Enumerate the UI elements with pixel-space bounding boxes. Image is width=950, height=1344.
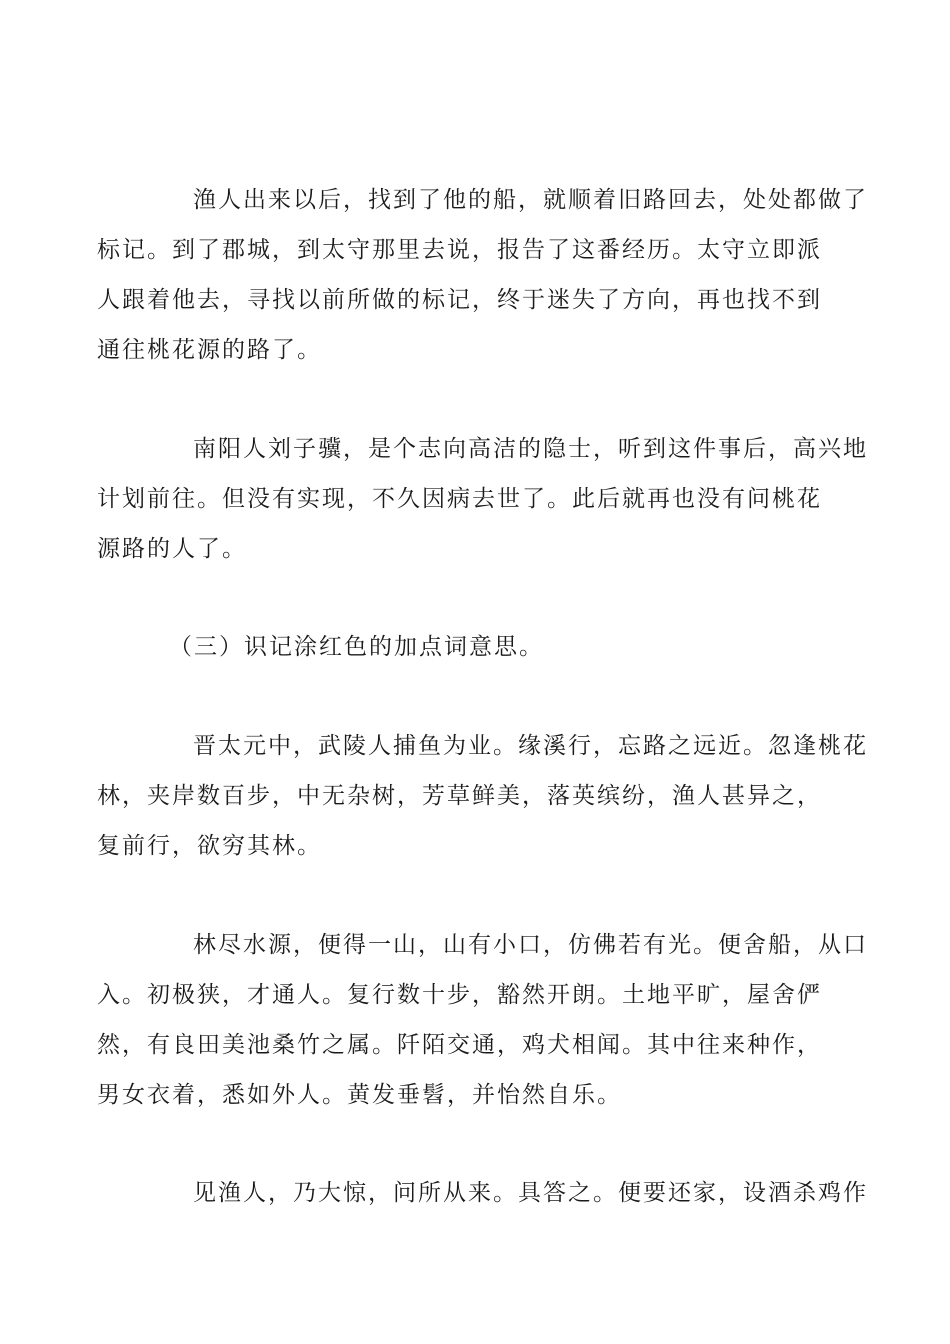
text-line: 源路的人了。 bbox=[97, 536, 247, 562]
paragraph-liu-ziji bbox=[97, 424, 868, 574]
text-line: 复前行，欲穷其林。 bbox=[97, 833, 322, 859]
text-line: 入。初极狭，才通人。复行数十步，豁然开朗。土地平旷，屋舍俨 bbox=[97, 982, 822, 1008]
paragraph-peach-blossom-forest bbox=[97, 721, 868, 871]
paragraph-villagers-greet bbox=[145, 1168, 868, 1218]
text-line: 计划前往。但没有实现，不久因病去世了。此后就再也没有问桃花 bbox=[97, 486, 822, 512]
text-line: 标记。到了郡城，到太守那里去说，报告了这番经历。太守立即派 bbox=[97, 237, 822, 263]
text-line: 见渔人，乃大惊，问所从来。具答之。便要还家，设酒杀鸡作 bbox=[193, 1180, 868, 1206]
text-line: 人跟着他去，寻找以前所做的标记，终于迷失了方向，再也找不到 bbox=[97, 287, 822, 313]
section-heading bbox=[145, 622, 815, 672]
text-line: 林，夹岸数百步，中无杂树，芳草鲜美，落英缤纷，渔人甚异之， bbox=[97, 783, 822, 809]
text-line: 男女衣着，悉如外人。黄发垂髫，并怡然自乐。 bbox=[97, 1082, 622, 1108]
text-line: 晋太元中，武陵人捕鱼为业。缘溪行，忘路之远近。忽逢桃花 bbox=[193, 733, 868, 759]
paragraph-fisherman-returns bbox=[97, 175, 868, 375]
text-line: 通往桃花源的路了。 bbox=[97, 337, 322, 363]
text-line: （三）识记涂红色的加点词意思。 bbox=[169, 634, 544, 660]
text-line: 然，有良田美池桑竹之属。阡陌交通，鸡犬相闻。其中往来种作， bbox=[97, 1032, 822, 1058]
text-line: 南阳人刘子骥，是个志向高洁的隐士，听到这件事后，高兴地 bbox=[193, 436, 868, 462]
text-line: 渔人出来以后，找到了他的船，就顺着旧路回去，处处都做了 bbox=[193, 187, 868, 213]
text-line: 林尽水源，便得一山，山有小口，仿佛若有光。便舍船，从口 bbox=[193, 932, 868, 958]
paragraph-mountain-entrance bbox=[97, 920, 868, 1120]
